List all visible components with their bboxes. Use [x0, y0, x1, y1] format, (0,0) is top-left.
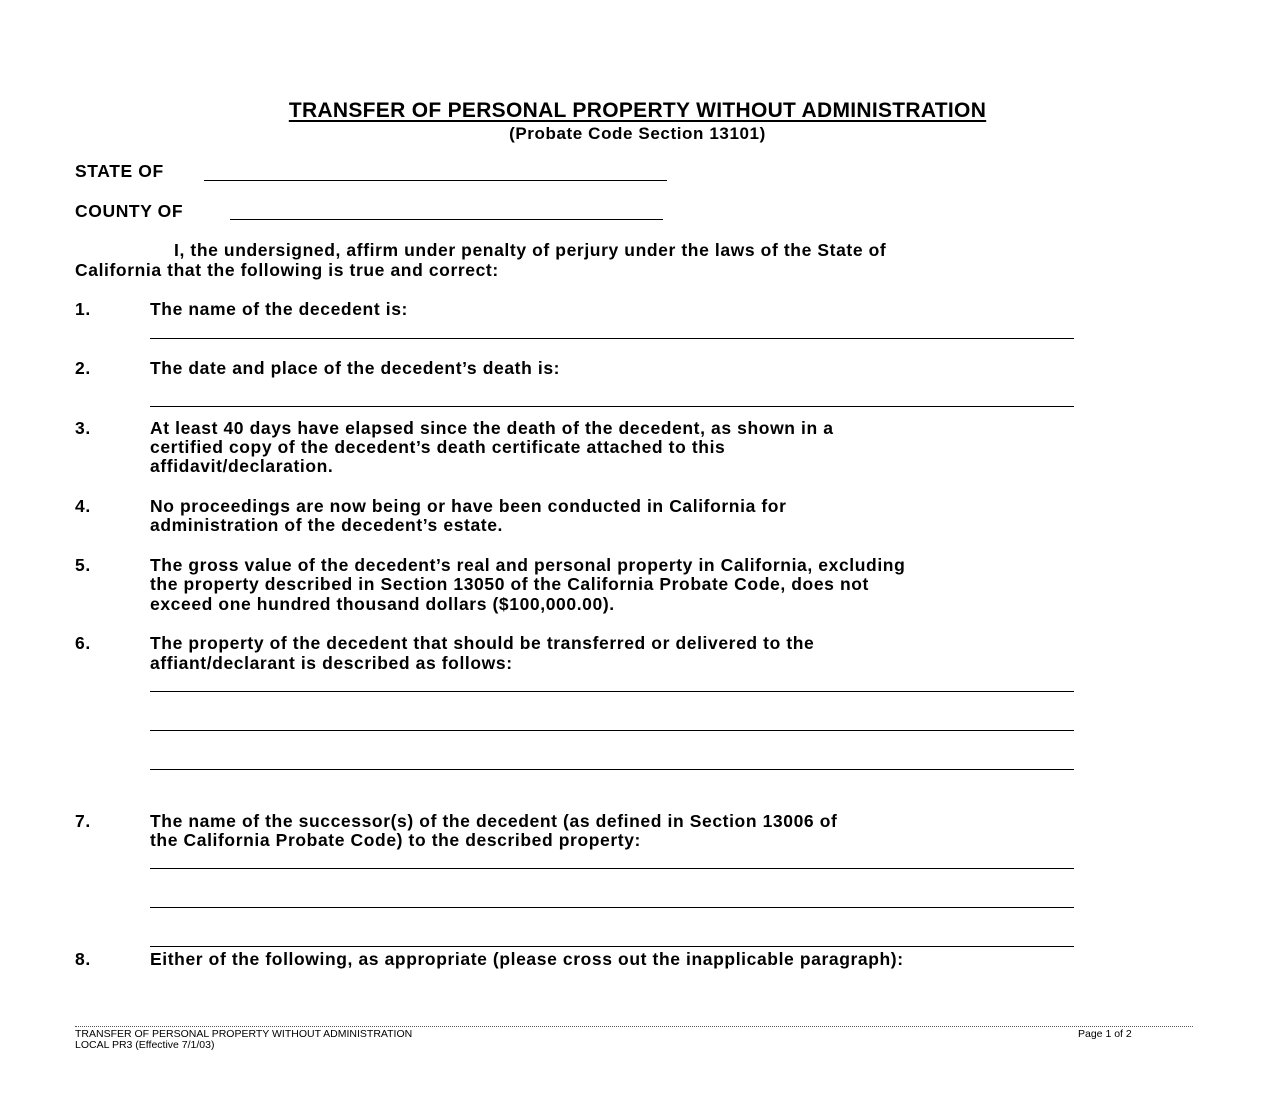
item-3-line-2: certified copy of the decedent’s death certificate attached to this — [150, 437, 726, 457]
footer-form-id: LOCAL PR3 (Effective 7/1/03) — [75, 1039, 215, 1051]
item-7-line-1: The name of the successor(s) of the decedent (as defined in Section 13006 of — [150, 811, 838, 831]
footer-page-number: Page 1 of 2 — [1078, 1028, 1132, 1040]
property-line-1[interactable] — [150, 691, 1074, 692]
form-title: TRANSFER OF PERSONAL PROPERTY WITHOUT ADMINISTRATION — [288, 99, 987, 122]
item-1-text: The name of the decedent is: — [150, 299, 408, 319]
property-line-3[interactable] — [150, 769, 1074, 770]
property-line-2[interactable] — [150, 730, 1074, 731]
footer-form-title: TRANSFER OF PERSONAL PROPERTY WITHOUT ADMINISTRATION — [75, 1028, 413, 1040]
item-5-line-2: the property described in Section 13050 of the California Probate Code, does not — [150, 574, 869, 594]
item-6-line-1: The property of the decedent that should be transferred or delivered to the — [150, 633, 815, 653]
item-7-number: 7. — [75, 811, 91, 831]
item-2-number: 2. — [75, 358, 91, 378]
form-subtitle: (Probate Code Section 13101) — [509, 124, 766, 143]
item-4-number: 4. — [75, 496, 91, 516]
item-4-line-2: administration of the decedent’s estate. — [150, 515, 504, 535]
death-date-place-line[interactable] — [150, 406, 1074, 407]
state-input-line[interactable] — [204, 180, 667, 181]
item-3-line-1: At least 40 days have elapsed since the death of the decedent, as shown in a — [150, 418, 834, 438]
county-label: COUNTY OF — [75, 201, 184, 221]
intro-line-2: California that the following is true and correct: — [75, 260, 499, 280]
successor-line-2[interactable] — [150, 907, 1074, 908]
item-5-line-3: exceed one hundred thousand dollars ($100,000.00). — [150, 594, 615, 614]
intro-line-1: I, the undersigned, affirm under penalty of perjury under the laws of the State of — [174, 240, 887, 260]
item-1-number: 1. — [75, 299, 91, 319]
decedent-name-line[interactable] — [150, 338, 1074, 339]
item-6-line-2: affiant/declarant is described as follows: — [150, 653, 513, 673]
item-8-text: Either of the following, as appropriate (please cross out the inapplicable paragraph): — [150, 949, 904, 969]
item-8-number: 8. — [75, 949, 91, 969]
item-3-number: 3. — [75, 418, 91, 438]
item-5-number: 5. — [75, 555, 91, 575]
item-6-number: 6. — [75, 633, 91, 653]
item-7-line-2: the California Probate Code) to the described property: — [150, 830, 641, 850]
successor-line-3[interactable] — [150, 946, 1074, 947]
item-5-line-1: The gross value of the decedent’s real and personal property in California, excluding — [150, 555, 906, 575]
item-2-text: The date and place of the decedent’s death is: — [150, 358, 561, 378]
county-input-line[interactable] — [230, 219, 663, 220]
state-label: STATE OF — [75, 161, 164, 181]
item-4-line-1: No proceedings are now being or have been conducted in California for — [150, 496, 787, 516]
item-3-line-3: affidavit/declaration. — [150, 456, 334, 476]
footer-rule — [75, 1026, 1193, 1027]
successor-line-1[interactable] — [150, 868, 1074, 869]
